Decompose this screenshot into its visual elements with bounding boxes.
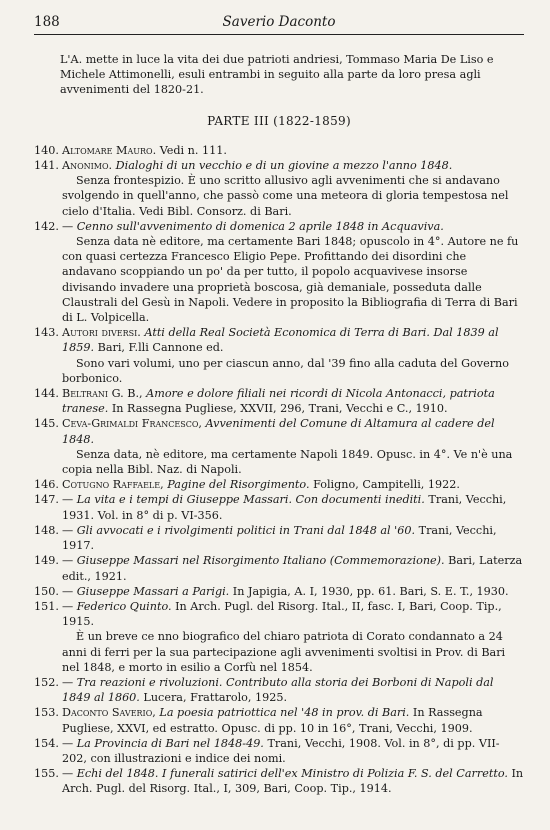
entry-rest: In Rassegna Pugliese, XXVI, ed estratto. Opusc. di pp. 10 in 16°, Trani, Vecchi, 1909. <box>62 706 483 735</box>
intro-paragraph: L'A. mette in luce la vita dei due patrioti andriesi, Tommaso Maria De Liso e Michele Attimonelli, esuli entrambi in seguito alla parte da loro presa agli avvenimenti del 1820-21. <box>60 53 494 97</box>
entry-title: Gli avvocati e i rivolgimenti politici in Trani dal 1848 al '60. <box>76 523 416 537</box>
bibliography-entry <box>34 584 524 599</box>
entry-number: 141. <box>34 159 59 173</box>
entry-rest: Bari, F.lli Cannone ed. <box>97 341 224 355</box>
entry-author: Beltrani G. B., <box>62 387 143 401</box>
bibliography-entry <box>34 325 524 386</box>
entry-number: 151. <box>34 599 59 613</box>
entry-text <box>62 523 524 553</box>
entry-title: La vita e i tempi di Giuseppe Massari. Con documenti inediti. <box>76 493 425 507</box>
entry-text <box>62 416 524 446</box>
entry-text <box>62 675 524 705</box>
entry-author: — <box>62 584 74 598</box>
bibliography-entry <box>34 477 524 492</box>
entry-number: 152. <box>34 675 59 689</box>
entry-title: Tra reazioni e rivoluzioni. Contributo alla storia dei Borboni di Napoli dal 1849 al 1860. <box>62 675 494 705</box>
entry-note: Senza data, nè editore, ma certamente Napoli 1849. Opusc. in 4°. Ve n'è una copia nella Bibl. Naz. di Napoli. <box>62 447 513 477</box>
entry-text <box>62 492 524 522</box>
page-header <box>34 12 524 35</box>
entry-number: 146. <box>34 478 59 492</box>
entry-number: 155. <box>34 767 59 781</box>
entry-number: 142. <box>34 219 59 233</box>
entry-rest: In Arch. Pugl. del Risorg. Ital., II, fasc. I, Bari, Coop. Tip., 1915. <box>62 599 502 629</box>
entry-text <box>62 599 524 629</box>
entry-author: — <box>62 675 74 689</box>
entry-note: Senza data nè editore, ma certamente Bari 1848; opuscolo in 4°. Autore ne fu con quasi certezza Francesco Eligio Pepe. Profittando dei disordini che andavano scoppiando un po' da per tutto, il popolo acquavivese insorse divisando invadere una proprietà boscosa, già demaniale, posseduta dalle Claustrali del Gesù in Napoli. Vedere in proposito la Bibliografia di Terra di Bari di L. Volpicella. <box>62 235 519 325</box>
entry-author: Altomare Mauro. <box>62 143 157 157</box>
entry-author: Anonimo. <box>62 159 113 173</box>
bibliography-entry <box>34 675 524 705</box>
entry-title: Dialoghi di un vecchio e di un giovine a mezzo l'anno 1848. <box>115 159 453 173</box>
entry-note: Sono vari volumi, uno per ciascun anno, dal '39 fino alla caduta del Governo borbonico. <box>62 356 509 385</box>
entry-text <box>62 584 524 599</box>
entry-author: — <box>62 767 74 781</box>
entry-title: Atti della Real Società Economica di Terra di Bari. Dal 1839 al 1859. <box>62 326 499 355</box>
entry-title: La Provincia di Bari nel 1848-49. <box>76 736 264 750</box>
entry-author: Ceva-Grimaldi Francesco, <box>62 417 202 431</box>
entry-number: 149. <box>34 554 59 568</box>
entry-note: Senza frontespizio. È uno scritto allusivo agli avvenimenti che si andavano svolgendo in quell'anno, che passò come una meteora di gloria tempestosa nel cielo d'Italia. Vedi Bibl. Consorz. di Bari. <box>62 174 509 218</box>
entry-rest: Lucera, Frattarolo, 1925. <box>143 691 288 705</box>
entry-text <box>62 325 524 355</box>
bibliography-list <box>34 143 524 797</box>
bibliography-entry <box>34 553 524 583</box>
entry-rest: Foligno, Campitelli, 1922. <box>313 478 460 492</box>
bibliography-entry <box>34 219 524 325</box>
bibliography-entry <box>34 766 524 796</box>
entry-rest: Bari, Laterza edit., 1921. <box>62 554 523 583</box>
entry-number: 153. <box>34 706 59 720</box>
part-heading: PARTE III (1822-1859) <box>207 113 351 128</box>
bibliography-entry <box>34 492 524 522</box>
entry-rest: Trani, Vecchi, 1908. Vol. in 8°, di pp. VII-202, con illustrazioni e indice dei nomi. <box>62 736 500 765</box>
bibliography-entry <box>34 599 524 675</box>
entry-text <box>62 143 524 158</box>
entry-author: — <box>62 599 74 613</box>
entry-text <box>62 158 524 173</box>
entry-text <box>62 705 524 735</box>
entry-text <box>62 477 524 492</box>
entry-author: — <box>62 493 74 507</box>
entry-number: 148. <box>34 523 59 537</box>
page-body <box>34 52 524 797</box>
bibliography-entry <box>34 143 524 158</box>
entry-title: Cenno sull'avvenimento di domenica 2 aprile 1848 in Acquaviva. <box>76 219 444 233</box>
entry-author: — <box>62 219 74 233</box>
bibliography-entry <box>34 705 524 735</box>
bibliography-entry <box>34 523 524 553</box>
entry-text <box>62 553 524 583</box>
entry-rest: In Japigia, A. I, 1930, pp. 61. Bari, S. E. T., 1930. <box>232 584 509 598</box>
entry-note: È un breve ce nno biografico del chiaro patriota di Corato condannato a 24 anni di ferri per la sua partecipazione agli avvenimenti svoltisi in Prov. di Bari nel 1848, e morto in esilio a Corfù nel 1854. <box>62 630 506 674</box>
entry-rest: Trani, Vecchi, 1931. Vol. in 8° di p. VI-356. <box>62 493 507 522</box>
entry-title: La poesia patriottica nel '48 in prov. di Bari. <box>159 706 410 720</box>
entry-author: — <box>62 736 74 750</box>
entry-title: Giuseppe Massari a Parigi. <box>76 584 230 598</box>
entry-rest: Trani, Vecchi, 1917. <box>62 523 497 553</box>
bibliography-entry <box>34 386 524 416</box>
entry-title: Echi del 1848. I funerali satirici dell'ex Ministro di Polizia F. S. del Carretto. <box>76 767 508 781</box>
entry-title: Amore e dolore filiali nei ricordi di Nicola Antonacci, patriota tranese. <box>62 387 495 416</box>
entry-text <box>62 386 524 416</box>
entry-title: Federico Quinto. <box>76 599 172 613</box>
entry-author: Daconto Saverio, <box>62 706 156 720</box>
entry-author: Cotugno Raffaele, <box>62 478 164 492</box>
running-title: Saverio Daconto <box>222 14 336 30</box>
entry-number: 145. <box>34 417 59 431</box>
entry-title: Pagine del Risorgimento. <box>167 478 310 492</box>
entry-author: — <box>62 523 74 537</box>
entry-title: Giuseppe Massari nel Risorgimento Italiano (Commemorazione). <box>76 554 445 568</box>
entry-author: Autori diversi. <box>62 326 141 340</box>
entry-number: 147. <box>34 493 59 507</box>
entry-number: 143. <box>34 326 59 340</box>
page-number: 188 <box>34 14 60 30</box>
entry-text <box>62 766 524 796</box>
entry-rest: Vedi n. 111. <box>159 143 227 157</box>
entry-rest: In Rassegna Pugliese, XXVII, 296, Trani, Vecchi e C., 1910. <box>111 402 448 416</box>
entry-rest: In Arch. Pugl. del Risorg. Ital., I, 309, Bari, Coop. Tip., 1914. <box>62 767 524 796</box>
entry-text <box>62 736 524 766</box>
bibliography-entry <box>34 416 524 477</box>
entry-number: 154. <box>34 736 59 750</box>
entry-author: — <box>62 554 74 568</box>
entry-number: 144. <box>34 387 59 401</box>
entry-number: 140. <box>34 143 59 157</box>
entry-number: 150. <box>34 584 59 598</box>
bibliography-entry <box>34 158 524 219</box>
entry-title: Avvenimenti del Comune di Altamura al cadere del 1848. <box>62 417 495 446</box>
entry-text <box>62 219 524 234</box>
bibliography-entry <box>34 736 524 766</box>
